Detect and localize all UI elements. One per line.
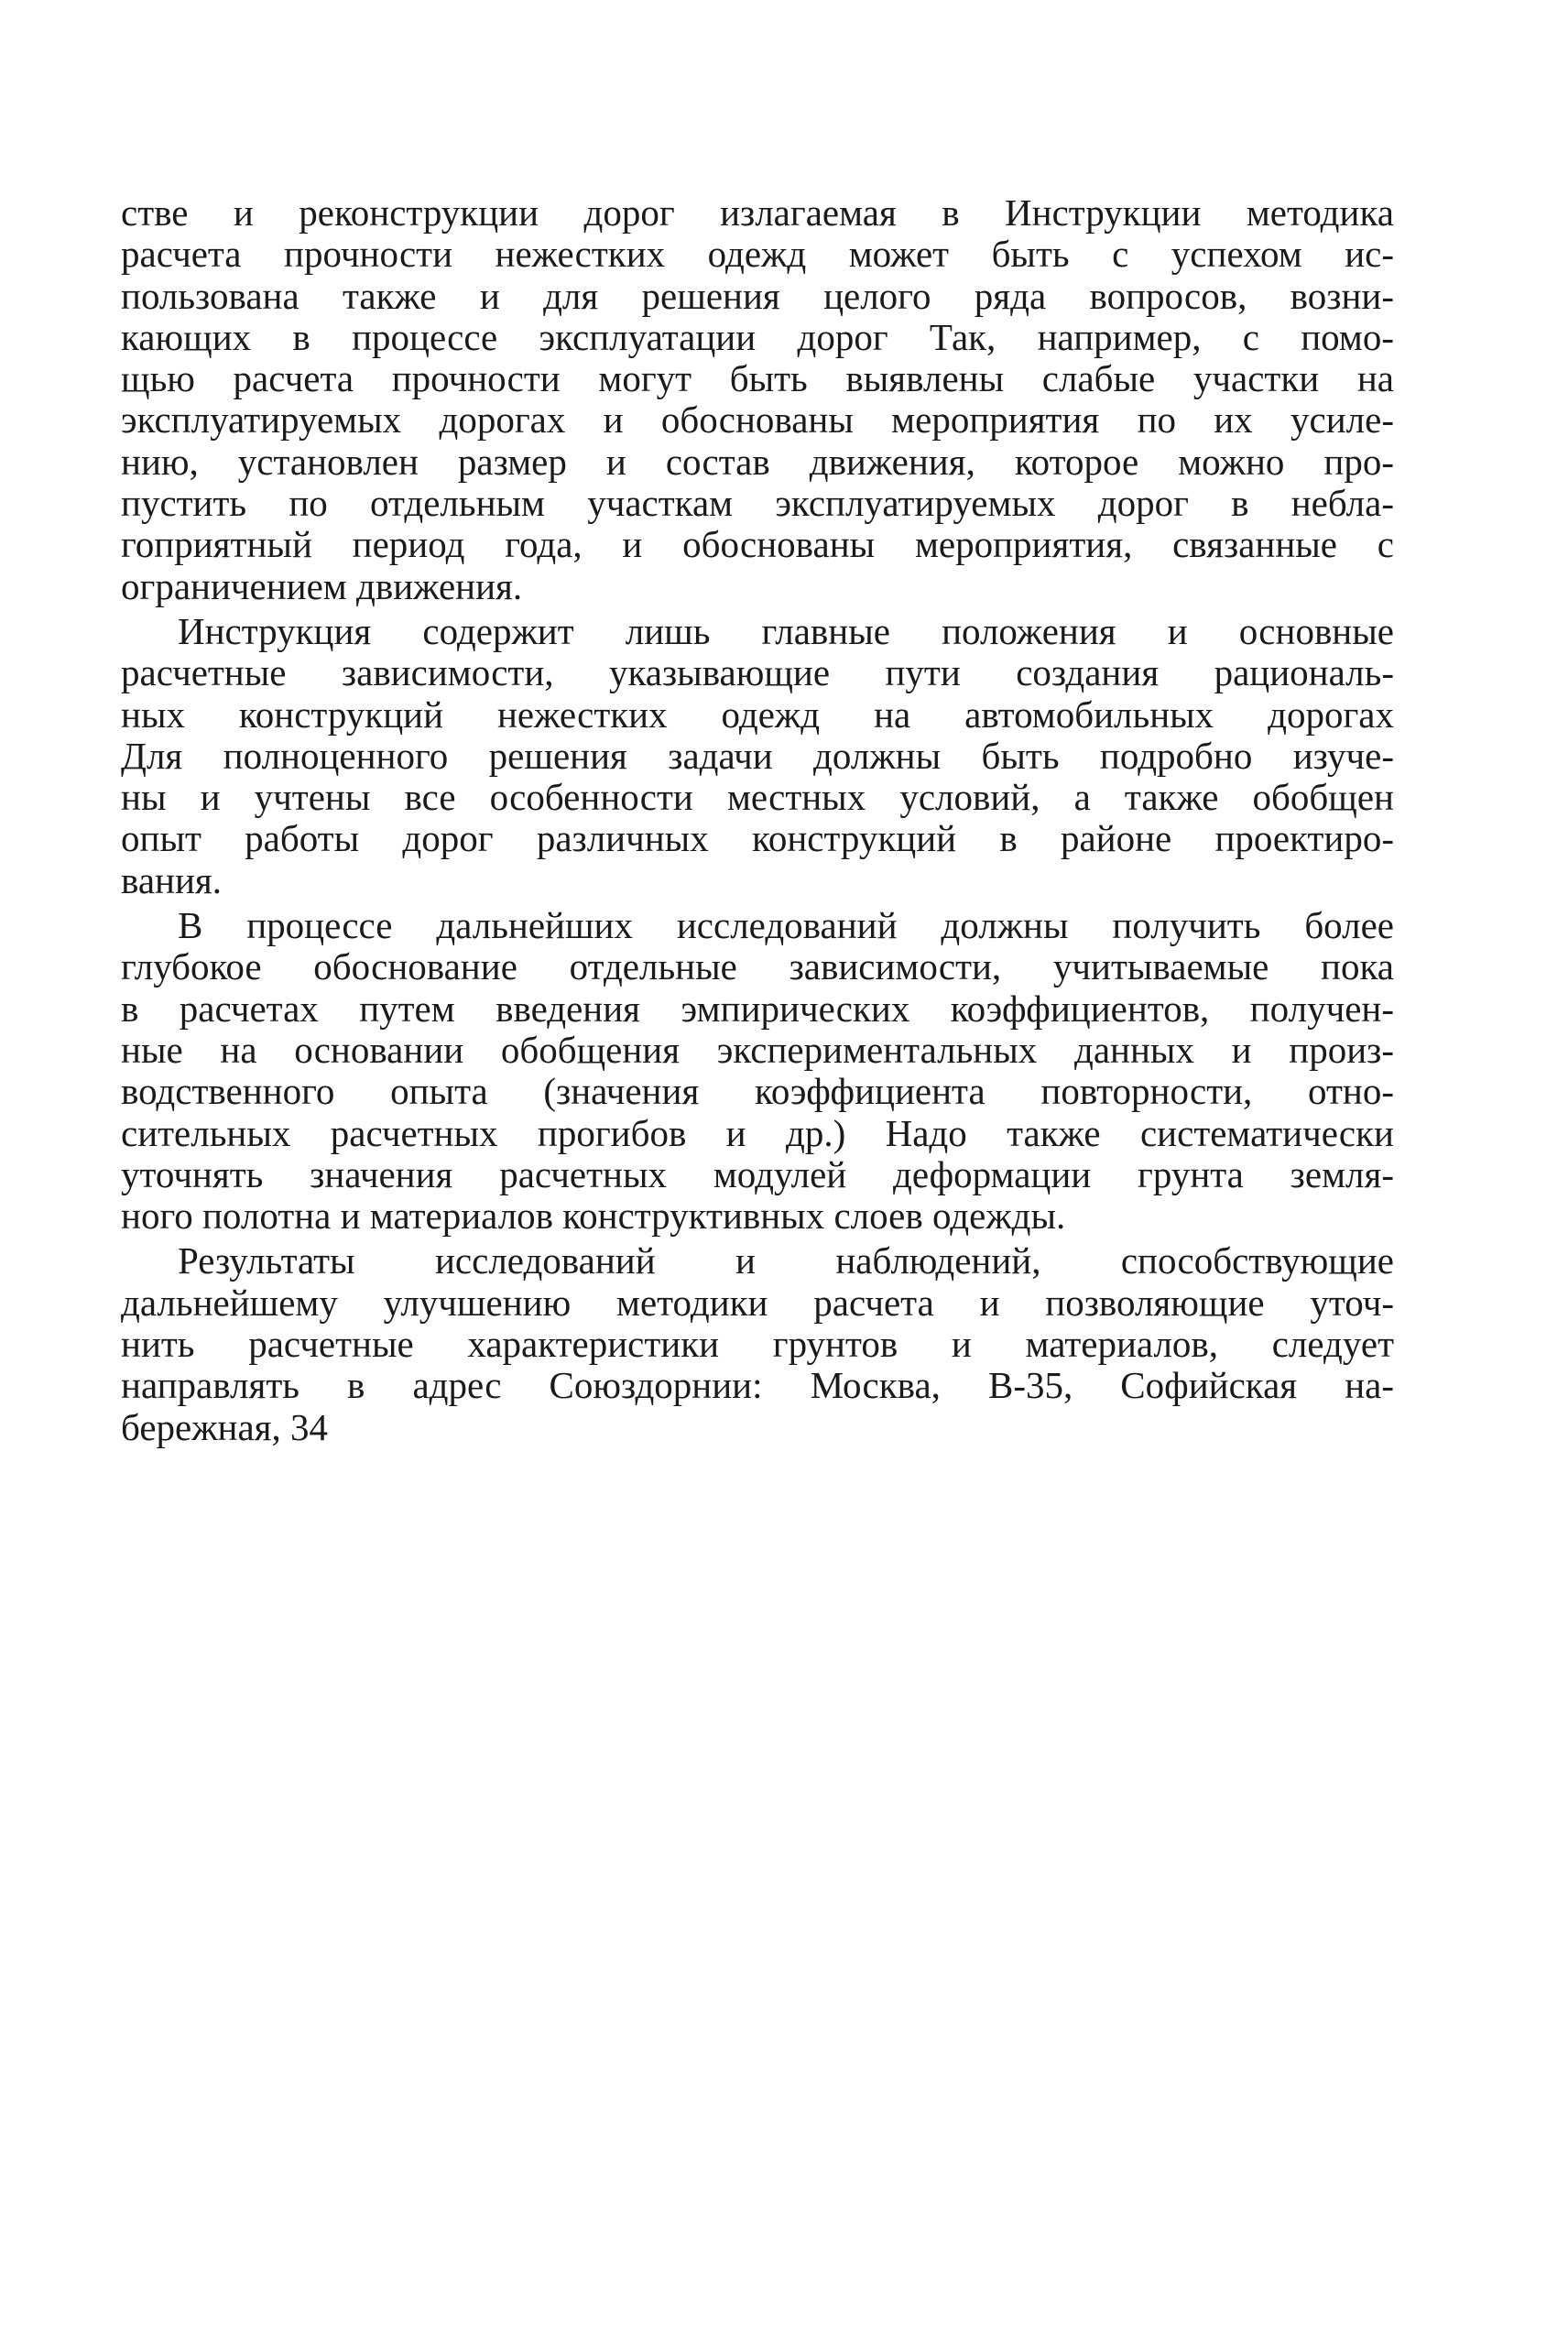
- text-line: ных конструкций нежестких одежд на автомобильных дорогах: [121, 693, 1394, 736]
- text-line: Результаты исследований и наблюдений, способствующие: [178, 1239, 1394, 1282]
- text-line: вания.: [121, 858, 223, 901]
- text-line: нию, установлен размер и состав движения, которое можно про-: [121, 440, 1394, 483]
- text-line: опыт работы дорог различных конструкций в районе проектиро-: [121, 817, 1394, 860]
- text-line: сительных расчетных прогибов и др.) Надо также систематически: [121, 1111, 1394, 1154]
- text-line: Для полноценного решения задачи должны быть подробно изуче-: [121, 734, 1394, 777]
- text-line: расчетные зависимости, указывающие пути создания рациональ-: [121, 651, 1394, 694]
- paragraph-2: [121, 611, 1394, 901]
- text-line: бережная, 34: [121, 1405, 329, 1448]
- text-line: глубокое обоснование отдельные зависимости, учитываемые пока: [121, 945, 1394, 988]
- text-line: гоприятный период года, и обоснованы мероприятия, связанные с: [121, 523, 1394, 566]
- text-line: уточнять значения расчетных модулей деформации грунта земля-: [121, 1152, 1394, 1195]
- text-line: нить расчетные характеристики грунтов и материалов, следует: [121, 1323, 1394, 1366]
- text-line: в расчетах путем введения эмпирических коэффициентов, получен-: [121, 987, 1394, 1030]
- text-line: Инструкция содержит лишь главные положения и основные: [178, 609, 1394, 652]
- text-line: расчета прочности нежестких одежд может быть с успехом ис-: [121, 233, 1394, 276]
- text-line: дальнейшему улучшению методики расчета и позволяющие уточ-: [121, 1281, 1394, 1324]
- text-line: стве и реконструкции дорог излагаемая в Инструкции методика: [121, 191, 1394, 234]
- text-line: направлять в адрес Союздорнии: Москва, В-35, Софийская на-: [121, 1364, 1394, 1407]
- text-line: пустить по отдельным участкам эксплуатируемых дорог в небла-: [121, 482, 1394, 525]
- paragraph-1: [121, 192, 1394, 607]
- text-line: В процессе дальнейших исследований должны получить более: [178, 904, 1394, 947]
- text-line: щью расчета прочности могут быть выявлены слабые участки на: [121, 357, 1394, 400]
- text-line: пользована также и для решения целого ряда вопросов, возни-: [121, 274, 1394, 317]
- paragraph-3: [121, 905, 1394, 1237]
- text-line: ограничением движения.: [121, 564, 523, 607]
- text-line: водственного опыта (значения коэффициента повторности, отно-: [121, 1070, 1394, 1113]
- text-line: эксплуатируемых дорогах и обоснованы мероприятия по их усиле-: [121, 398, 1394, 442]
- paragraph-4: [121, 1240, 1394, 1447]
- text-line: ного полотна и материалов конструктивных слоев одежды.: [121, 1195, 1066, 1238]
- body-text: [121, 192, 1394, 1448]
- text-line: ные на основании обобщения экспериментальных данных и произ-: [121, 1028, 1394, 1071]
- text-line: ны и учтены все особенности местных условий, а также обобщен: [121, 776, 1394, 819]
- text-line: кающих в процессе эксплуатации дорог Так, например, с помо-: [121, 315, 1394, 358]
